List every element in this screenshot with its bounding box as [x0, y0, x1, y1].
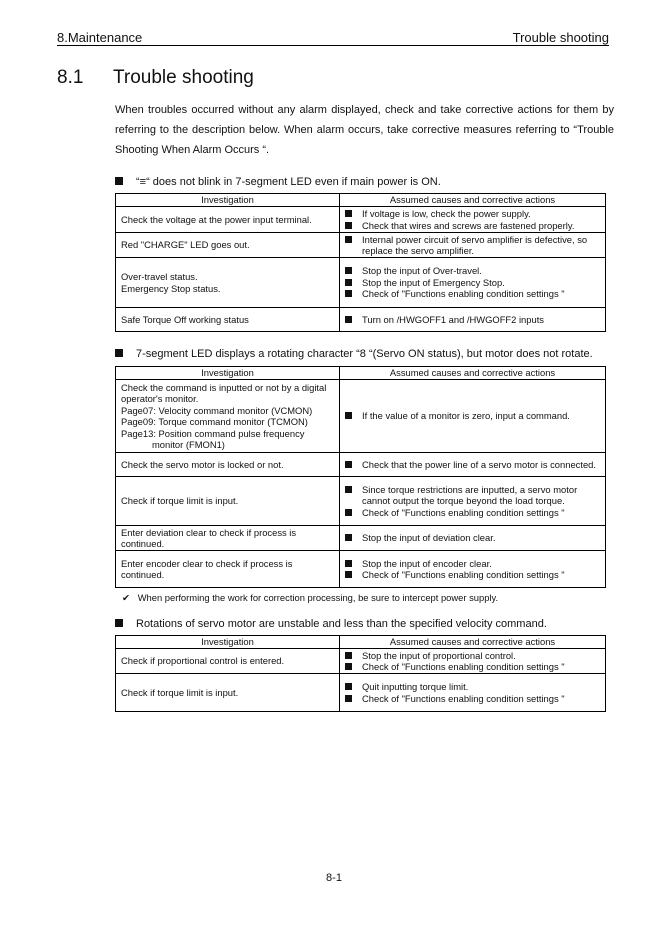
action-item: Check that the power line of a servo motor is connected. — [345, 459, 600, 471]
action-item: If voltage is low, check the power supply. — [345, 208, 600, 220]
action-item: If the value of a monitor is zero, input a command. — [345, 410, 600, 422]
table-row — [116, 453, 606, 477]
table-row — [116, 551, 606, 588]
table-row — [116, 258, 606, 308]
action-item: Stop the input of proportional control. — [345, 650, 600, 662]
col-header-investigation: Investigation — [116, 367, 340, 380]
title-text: Trouble shooting — [113, 67, 254, 88]
trouble-table-1 — [115, 193, 606, 332]
title-number: 8.1 — [57, 67, 84, 88]
bullet-icon — [345, 210, 352, 217]
table-row — [116, 308, 606, 332]
bullet-icon — [345, 222, 352, 229]
investigation-line: Check the servo motor is locked or not. — [121, 458, 284, 470]
note: ✔ When performing the work for correction processing, be sure to intercept power supply. — [122, 592, 499, 603]
table-row — [116, 649, 606, 674]
section-heading: Rotations of servo motor are unstable and less than the specified velocity command. — [115, 618, 547, 630]
page-header — [57, 30, 609, 46]
bullet-icon — [345, 683, 352, 690]
action-item: Stop the input of Emergency Stop. — [345, 277, 600, 289]
investigation-line: monitor (FMON1) — [152, 439, 225, 450]
col-header-investigation: Investigation — [116, 636, 340, 649]
col-header-actions: Assumed causes and corrective actions — [340, 367, 606, 380]
bullet-icon — [345, 461, 352, 468]
intro-paragraph: When troubles occurred without any alarm displayed, check and take corrective actions for them by referring to the description below. When alarm occurs, take corrective measures referring to “Trouble Shooting When Alarm Occurs “. — [115, 104, 614, 156]
investigation-line: Check if proportional control is entered. — [121, 655, 285, 667]
table-row — [116, 526, 606, 551]
bullet-icon — [345, 267, 352, 274]
investigation-line: Red "CHARGE" LED goes out. — [121, 239, 250, 251]
investigation-line: Over-travel status. — [121, 271, 198, 282]
action-item: Check of "Functions enabling condition settings " — [345, 507, 600, 519]
action-item: Stop the input of deviation clear. — [345, 532, 600, 544]
bullet-icon — [345, 652, 352, 659]
table-row — [116, 233, 606, 258]
section-heading: “≡“ does not blink in 7-segment LED even if main power is ON. — [115, 176, 441, 188]
section-heading: 7-segment LED displays a rotating character “8 “(Servo ON status), but motor does not rotate. — [115, 348, 593, 360]
chapter-label: 8.Maintenance — [57, 30, 143, 45]
action-item: Quit inputting torque limit. — [345, 681, 600, 693]
page-number: 8-1 — [326, 872, 342, 884]
action-item: Check that wires and screws are fastened properly. — [345, 220, 600, 232]
action-item: Stop the input of encoder clear. — [345, 558, 600, 570]
bullet-icon — [345, 534, 352, 541]
col-header-investigation: Investigation — [116, 194, 340, 207]
bullet-icon — [345, 412, 352, 419]
investigation-line: Enter encoder clear to check if process is continued. — [121, 557, 293, 580]
action-item: Check of "Functions enabling condition settings " — [345, 288, 600, 300]
action-item: Turn on /HWGOFF1 and /HWGOFF2 inputs — [345, 314, 600, 326]
bullet-icon — [345, 279, 352, 286]
action-item: Check of "Functions enabling condition settings " — [345, 569, 600, 581]
investigation-line: Emergency Stop status. — [121, 282, 221, 294]
trouble-table-3 — [115, 635, 606, 712]
bullet-icon — [345, 695, 352, 702]
table-row — [116, 380, 606, 453]
bullet-icon — [345, 236, 352, 243]
action-item: Check of "Functions enabling condition settings " — [345, 661, 600, 673]
investigation-line: Enter deviation clear to check if process is continued. — [121, 526, 297, 549]
action-item: Check of "Functions enabling condition settings " — [345, 693, 600, 705]
investigation-line: Check if torque limit is input. — [121, 686, 239, 698]
investigation-line: Page13: Position command pulse frequency — [121, 427, 305, 439]
col-header-actions: Assumed causes and corrective actions — [340, 636, 606, 649]
trouble-table-2 — [115, 366, 606, 588]
investigation-line: Check if torque limit is input. — [121, 495, 239, 507]
investigation-line: Page07: Velocity command monitor (VCMON) — [121, 404, 313, 416]
check-icon: ✔ — [122, 592, 130, 603]
bullet-icon — [345, 316, 352, 323]
section-label: Trouble shooting — [512, 30, 609, 45]
table-row — [116, 477, 606, 526]
investigation-line: Safe Torque Off working status — [121, 313, 249, 325]
investigation-line: Check the command is inputted or not by a digital operator's monitor. — [121, 381, 327, 404]
bullet-icon — [345, 486, 352, 493]
bullet-icon — [345, 560, 352, 567]
action-item: Since torque restrictions are inputted, a servo motor cannot output the torque beyond the load torque. — [345, 484, 600, 507]
action-item: Internal power circuit of servo amplifier is defective, so replace the servo amplifier. — [345, 234, 600, 257]
investigation-line: Check the voltage at the power input terminal. — [121, 213, 312, 225]
investigation-line: Page09: Torque command monitor (TCMON) — [121, 416, 308, 427]
col-header-actions: Assumed causes and corrective actions — [340, 194, 606, 207]
page-title — [57, 67, 254, 89]
bullet-icon — [345, 571, 352, 578]
table-row — [116, 674, 606, 712]
table-row — [116, 207, 606, 233]
bullet-icon — [345, 290, 352, 297]
bullet-icon — [345, 663, 352, 670]
bullet-icon — [345, 509, 352, 516]
action-item: Stop the input of Over-travel. — [345, 265, 600, 277]
